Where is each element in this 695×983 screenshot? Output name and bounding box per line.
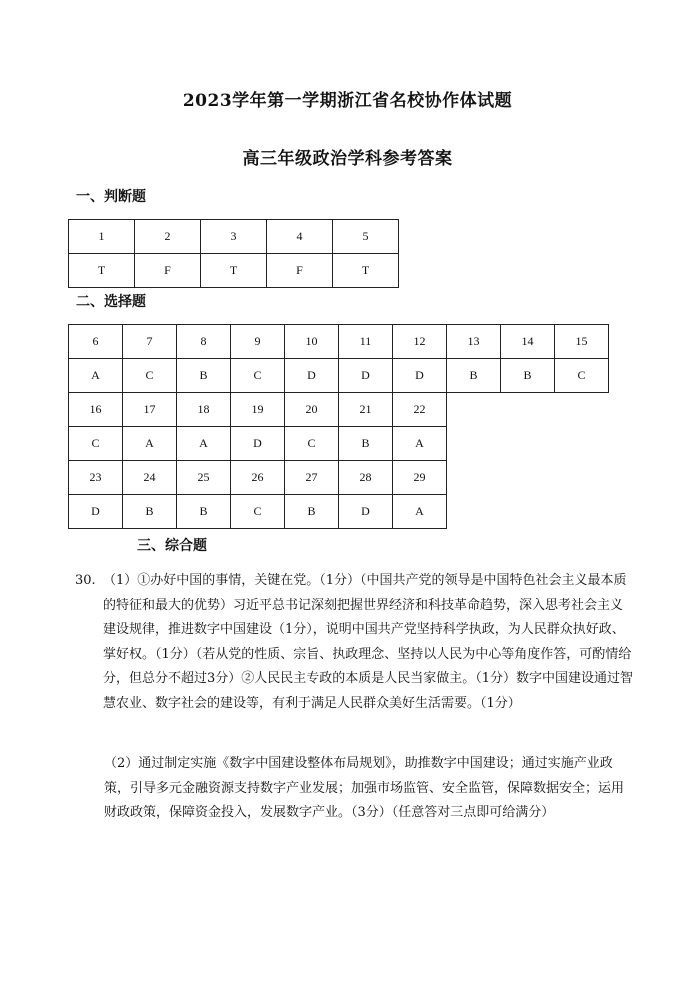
answer-cell: D: [339, 495, 393, 529]
answer-cell: B: [177, 495, 231, 529]
multiple-choice-table: [68, 324, 609, 529]
question-number-cell: 28: [339, 461, 393, 495]
question-number-cell: 16: [69, 393, 123, 427]
answer-cell: A: [69, 359, 123, 393]
question-number-cell: 13: [447, 325, 501, 359]
question-30-part-2: （2）通过制定实施《数字中国建设整体布局规划》，助推数字中国建设；通过实施产业政策，引导多元金融资源支持数字产业发展；加强市场监管、安全监管，保障数据安全；运用财政政策，保障资金投入，发展数字产业。（3分）（任意答对三点即可给满分）: [104, 756, 625, 820]
answer-cell: C: [231, 495, 285, 529]
table-row: [69, 427, 609, 461]
question-number-cell: 24: [123, 461, 177, 495]
answer-cell: B: [339, 427, 393, 461]
question-number-cell: 8: [177, 325, 231, 359]
question-number-cell: 21: [339, 393, 393, 427]
answer-cell: C: [123, 359, 177, 393]
empty-cell: [555, 393, 609, 427]
answer-cell: B: [285, 495, 339, 529]
section-heading-comprehensive: 三、综合题: [137, 538, 207, 554]
answer-cell: B: [177, 359, 231, 393]
answer-cell: T: [333, 254, 399, 288]
question-30: [75, 569, 635, 716]
question-number-cell: 22: [393, 393, 447, 427]
table-row: [69, 359, 609, 393]
question-number-cell: 25: [177, 461, 231, 495]
table-row: [69, 254, 399, 288]
question-number-cell: 29: [393, 461, 447, 495]
answer-cell: C: [285, 427, 339, 461]
answer-cell: C: [231, 359, 285, 393]
document-subtitle: 高三年级政治学科参考答案: [242, 149, 453, 169]
answer-cell: A: [393, 495, 447, 529]
empty-cell: [447, 393, 501, 427]
empty-cell: [501, 495, 555, 529]
question-number-cell: 9: [231, 325, 285, 359]
empty-cell: [555, 427, 609, 461]
answer-cell: A: [393, 427, 447, 461]
answer-cell: D: [339, 359, 393, 393]
question-number-cell: 15: [555, 325, 609, 359]
table-row: [69, 325, 609, 359]
answer-cell: D: [393, 359, 447, 393]
answer-cell: A: [123, 427, 177, 461]
question-number-cell: 14: [501, 325, 555, 359]
question-number-cell: 27: [285, 461, 339, 495]
question-number-cell: 11: [339, 325, 393, 359]
answer-cell: F: [267, 254, 333, 288]
empty-cell: [447, 427, 501, 461]
question-number-cell: 6: [69, 325, 123, 359]
empty-cell: [555, 461, 609, 495]
table-row: [69, 495, 609, 529]
empty-cell: [447, 495, 501, 529]
table-row: [69, 393, 609, 427]
answer-cell: D: [69, 495, 123, 529]
section-heading-multiple-choice: 二、选择题: [76, 294, 146, 310]
answer-cell: B: [447, 359, 501, 393]
answer-cell: A: [177, 427, 231, 461]
empty-cell: [555, 495, 609, 529]
question-number-cell: 19: [231, 393, 285, 427]
table-row: [69, 461, 609, 495]
question-number-cell: 7: [123, 325, 177, 359]
answer-cell: C: [69, 427, 123, 461]
document-title: 2023学年第一学期浙江省名校协作体试题: [182, 91, 513, 111]
answer-cell: F: [135, 254, 201, 288]
question-number-cell: 17: [123, 393, 177, 427]
answer-cell: T: [69, 254, 135, 288]
question-number-cell: 10: [285, 325, 339, 359]
question-number-cell: 20: [285, 393, 339, 427]
empty-cell: [501, 393, 555, 427]
question-number-cell: 23: [69, 461, 123, 495]
empty-cell: [501, 427, 555, 461]
question-number-cell: 18: [177, 393, 231, 427]
question-number-cell: 4: [267, 220, 333, 254]
answer-cell: B: [123, 495, 177, 529]
empty-cell: [501, 461, 555, 495]
empty-cell: [447, 461, 501, 495]
section-heading-true-false: 一、判断题: [76, 189, 146, 205]
question-number-cell: 12: [393, 325, 447, 359]
question-30-part-1: （1）①办好中国的事情，关键在党。（1分）（中国共产党的领导是中国特色社会主义最本质的特征和最大的优势）习近平总书记深刻把握世界经济和科技革命趋势，深入思考社会主义建设规律，推进数字中国建设（1分），说明中国共产党坚持科学执政，为人民群众执好政、掌好权。（1分）（若从党的性质、宗旨、执政理念、坚持以人民为中心等角度作答，可酌情给分，但总分不超过3分）②人民民主专政的本质是人民当家做主。（1分）数字中国建设通过智慧农业、数字社会的建设等，有利于满足人民群众美好生活需要。（1分）: [103, 573, 634, 711]
question-number-cell: 26: [231, 461, 285, 495]
answer-cell: D: [231, 427, 285, 461]
answer-cell: D: [285, 359, 339, 393]
question-number-cell: 5: [333, 220, 399, 254]
question-number-cell: 3: [201, 220, 267, 254]
table-row: [69, 220, 399, 254]
true-false-table: [68, 219, 399, 288]
question-number-cell: 1: [69, 220, 135, 254]
answer-cell: T: [201, 254, 267, 288]
answer-cell: C: [555, 359, 609, 393]
question-number: 30.: [75, 573, 96, 588]
question-number-cell: 2: [135, 220, 201, 254]
answer-cell: B: [501, 359, 555, 393]
